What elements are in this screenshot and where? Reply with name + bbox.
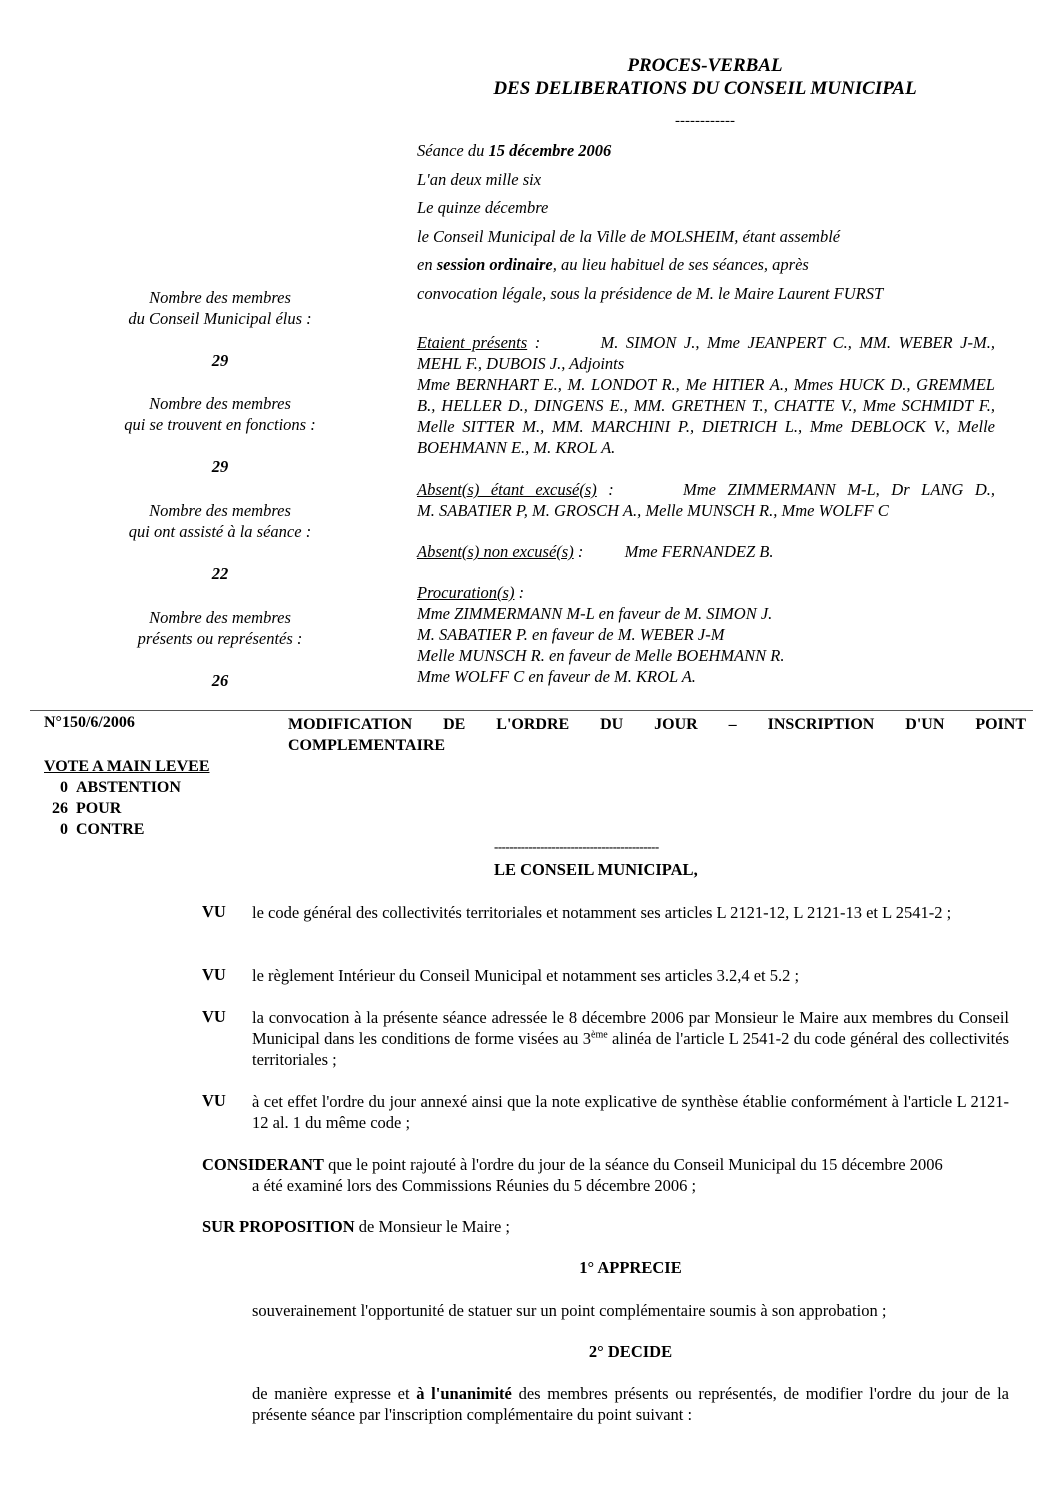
excused-first-line <box>417 479 995 500</box>
considerant-line-1 <box>202 1154 1009 1175</box>
vote-label: POUR <box>76 800 122 817</box>
attendance-unexcused <box>417 541 995 562</box>
council-heading: LE CONSEIL MUNICIPAL, <box>494 860 698 879</box>
ordinal-superscript: ème <box>591 1029 608 1041</box>
label-line: présents ou représentés : <box>137 629 303 648</box>
seance-date-line <box>417 141 611 161</box>
vote-count: 0 <box>60 779 68 796</box>
vote-row-contre <box>44 819 210 840</box>
considerant-line-2: a été examiné lors des Commissions Réunies du 5 décembre 2006 ; <box>252 1176 697 1195</box>
seance-prefix: Séance du <box>417 141 489 160</box>
session-prefix: en <box>417 255 437 274</box>
decide-suffix: des membres présents ou représentés, de modifier l'ordre du jour de la présente séance par l'inscription complémentaire du point suivant : <box>252 1384 1009 1424</box>
section-divider <box>30 710 1033 711</box>
presents-names-1: M. SIMON J., Mme JEANPERT C., MM. WEBER J-M., <box>600 333 995 352</box>
subject-line-1: MODIFICATION DE L'ORDRE DU JOUR – INSCRIPTION D'UN POINT <box>288 716 1026 733</box>
proxy-item: Mme ZIMMERMANN M-L en faveur de M. SIMON J. <box>417 604 773 623</box>
decide-text <box>252 1383 1009 1425</box>
decide-emphasis: à l'unanimité <box>416 1384 512 1403</box>
attendance-excused <box>417 479 995 521</box>
vote-title: VOTE A MAIN LEVEE <box>44 758 210 775</box>
apprecie-text: souverainement l'opportunité de statuer sur un point complémentaire soumis à son approbation ; <box>252 1301 887 1320</box>
decide-heading: 2° DECIDE <box>588 1342 673 1361</box>
vu-label-2: VU <box>202 965 226 984</box>
vote-label: ABSTENTION <box>76 779 181 796</box>
members-represented-label <box>100 607 340 649</box>
session-suffix: , au lieu habituel de ses séances, après <box>552 255 809 274</box>
deliberation-number: N°150/6/2006 <box>44 714 135 731</box>
unexcused-line <box>417 541 995 562</box>
vote-count: 0 <box>60 821 68 838</box>
session-type: session ordinaire <box>436 255 553 274</box>
council-separator: ------------------------------------------- <box>494 839 659 854</box>
document-title-line2: DES DELIBERATIONS DU CONSEIL MUNICIPAL <box>493 78 917 99</box>
clause-text: la convocation à la présente séance adressée le 8 décembre 2006 par Monsieur le Maire aux membres du Conseil Municipal dans les conditions de forme visées au 3 <box>252 1008 1009 1048</box>
considerant-clause <box>202 1154 1009 1196</box>
colon: : <box>514 583 525 602</box>
seance-assembly-line: le Conseil Municipal de la Ville de MOLSHEIM, étant assemblé <box>417 227 841 246</box>
label-line: qui ont assisté à la séance : <box>128 522 312 541</box>
proposition-label: SUR PROPOSITION <box>202 1217 355 1236</box>
members-attended-value: 22 <box>211 564 229 583</box>
proxies-label: Procuration(s) <box>417 583 515 602</box>
excused-label: Absent(s) étant excusé(s) <box>417 480 597 499</box>
presents-label: Etaient présents <box>417 333 528 352</box>
seance-day-line: Le quinze décembre <box>417 198 549 217</box>
attendance-proxies <box>417 582 995 687</box>
vote-row-pour <box>44 798 210 819</box>
excused-names-2: M. SABATIER P, M. GROSCH A., Melle MUNSCH R., Mme WOLFF C <box>417 501 889 520</box>
deliberation-subject <box>288 714 1026 756</box>
colon: : <box>596 480 614 499</box>
colon: : <box>527 333 541 352</box>
document-title-line1: PROCES-VERBAL <box>627 55 783 76</box>
members-elected-value: 29 <box>211 351 229 370</box>
proposition-text: de Monsieur le Maire ; <box>354 1217 510 1236</box>
label-line: Nombre des membres <box>149 608 291 627</box>
presents-names-2: MEHL F., DUBOIS J., Adjoints <box>417 354 625 373</box>
title-separator: ------------ <box>675 113 735 129</box>
attendance-presents <box>417 332 995 458</box>
vu-clause-3 <box>252 1007 1009 1070</box>
seance-year-line: L'an deux mille six <box>417 170 542 189</box>
proxies-heading <box>417 582 995 603</box>
vu-label-1: VU <box>202 902 226 921</box>
excused-names-1: Mme ZIMMERMANN M-L, Dr LANG D., <box>683 480 996 499</box>
label-line: Nombre des membres <box>149 394 291 413</box>
seance-date: 15 décembre 2006 <box>488 141 612 160</box>
clause-text: alinéa de l'article L 2541-2 du code général des collectivités territoriales ; <box>252 1029 1009 1069</box>
vu-clause-4: à cet effet l'ordre du jour annexé ainsi que la note explicative de synthèse établie conformément à l'article L 2121-12 al. 1 du même code ; <box>252 1092 1009 1132</box>
label-line: Nombre des membres <box>149 288 291 307</box>
vote-label: CONTRE <box>76 821 145 838</box>
vote-row-abstention <box>44 777 210 798</box>
presents-names-rest: Mme BERNHART E., M. LONDOT R., Me HITIER A., Mmes HUCK D., GREMMEL B., HELLER D., DINGENS E., MM. GRETHEN T., CHATTE V., Mme SCHMIDT F., Melle SITTER M., MM. MARCHINI P., DIETRICH L., Mme DEBLOCK V., Melle BOEHMANN E., M. KROL A. <box>417 375 995 457</box>
decide-prefix: de manière expresse et <box>252 1384 417 1403</box>
presents-first-line <box>417 332 995 353</box>
apprecie-heading: 1° APPRECIE <box>579 1258 682 1277</box>
vote-count: 26 <box>52 800 68 817</box>
label-line: Nombre des membres <box>149 501 291 520</box>
label-line: du Conseil Municipal élus : <box>128 309 312 328</box>
vu-label-4: VU <box>202 1091 226 1110</box>
subject-line-2: COMPLEMENTAIRE <box>288 737 446 754</box>
vu-clause-2: le règlement Intérieur du Conseil Municipal et notamment ses articles 3.2,4 et 5.2 ; <box>252 966 800 985</box>
members-in-office-value: 29 <box>211 457 229 476</box>
seance-session-line <box>417 255 809 275</box>
members-represented-value: 26 <box>211 671 229 690</box>
label-line: qui se trouvent en fonctions : <box>124 415 316 434</box>
proposition-clause <box>202 1216 1009 1237</box>
considerant-text: que le point rajouté à l'ordre du jour de la séance du Conseil Municipal du 15 décembre 2006 <box>323 1155 943 1174</box>
proxy-item: Melle MUNSCH R. en faveur de Melle BOEHMANN R. <box>417 646 785 665</box>
proxy-item: M. SABATIER P. en faveur de M. WEBER J-M <box>417 625 725 644</box>
unexcused-label: Absent(s) non excusé(s) <box>417 542 574 561</box>
colon: : <box>573 542 584 561</box>
considerant-label: CONSIDERANT <box>202 1155 324 1174</box>
seance-convocation-line: convocation légale, sous la présidence de M. le Maire Laurent FURST <box>417 284 884 303</box>
proxy-item: Mme WOLFF C en faveur de M. KROL A. <box>417 667 696 686</box>
members-attended-label <box>100 500 340 542</box>
members-elected-label <box>100 287 340 329</box>
vu-clause-1: le code général des collectivités territoriales et notamment ses articles L 2121-12, L 2121-13 et L 2541-2 ; <box>252 903 952 922</box>
unexcused-names: Mme FERNANDEZ B. <box>624 542 774 561</box>
vote-block <box>44 756 210 840</box>
members-in-office-label <box>100 393 340 435</box>
vu-label-3: VU <box>202 1007 226 1026</box>
